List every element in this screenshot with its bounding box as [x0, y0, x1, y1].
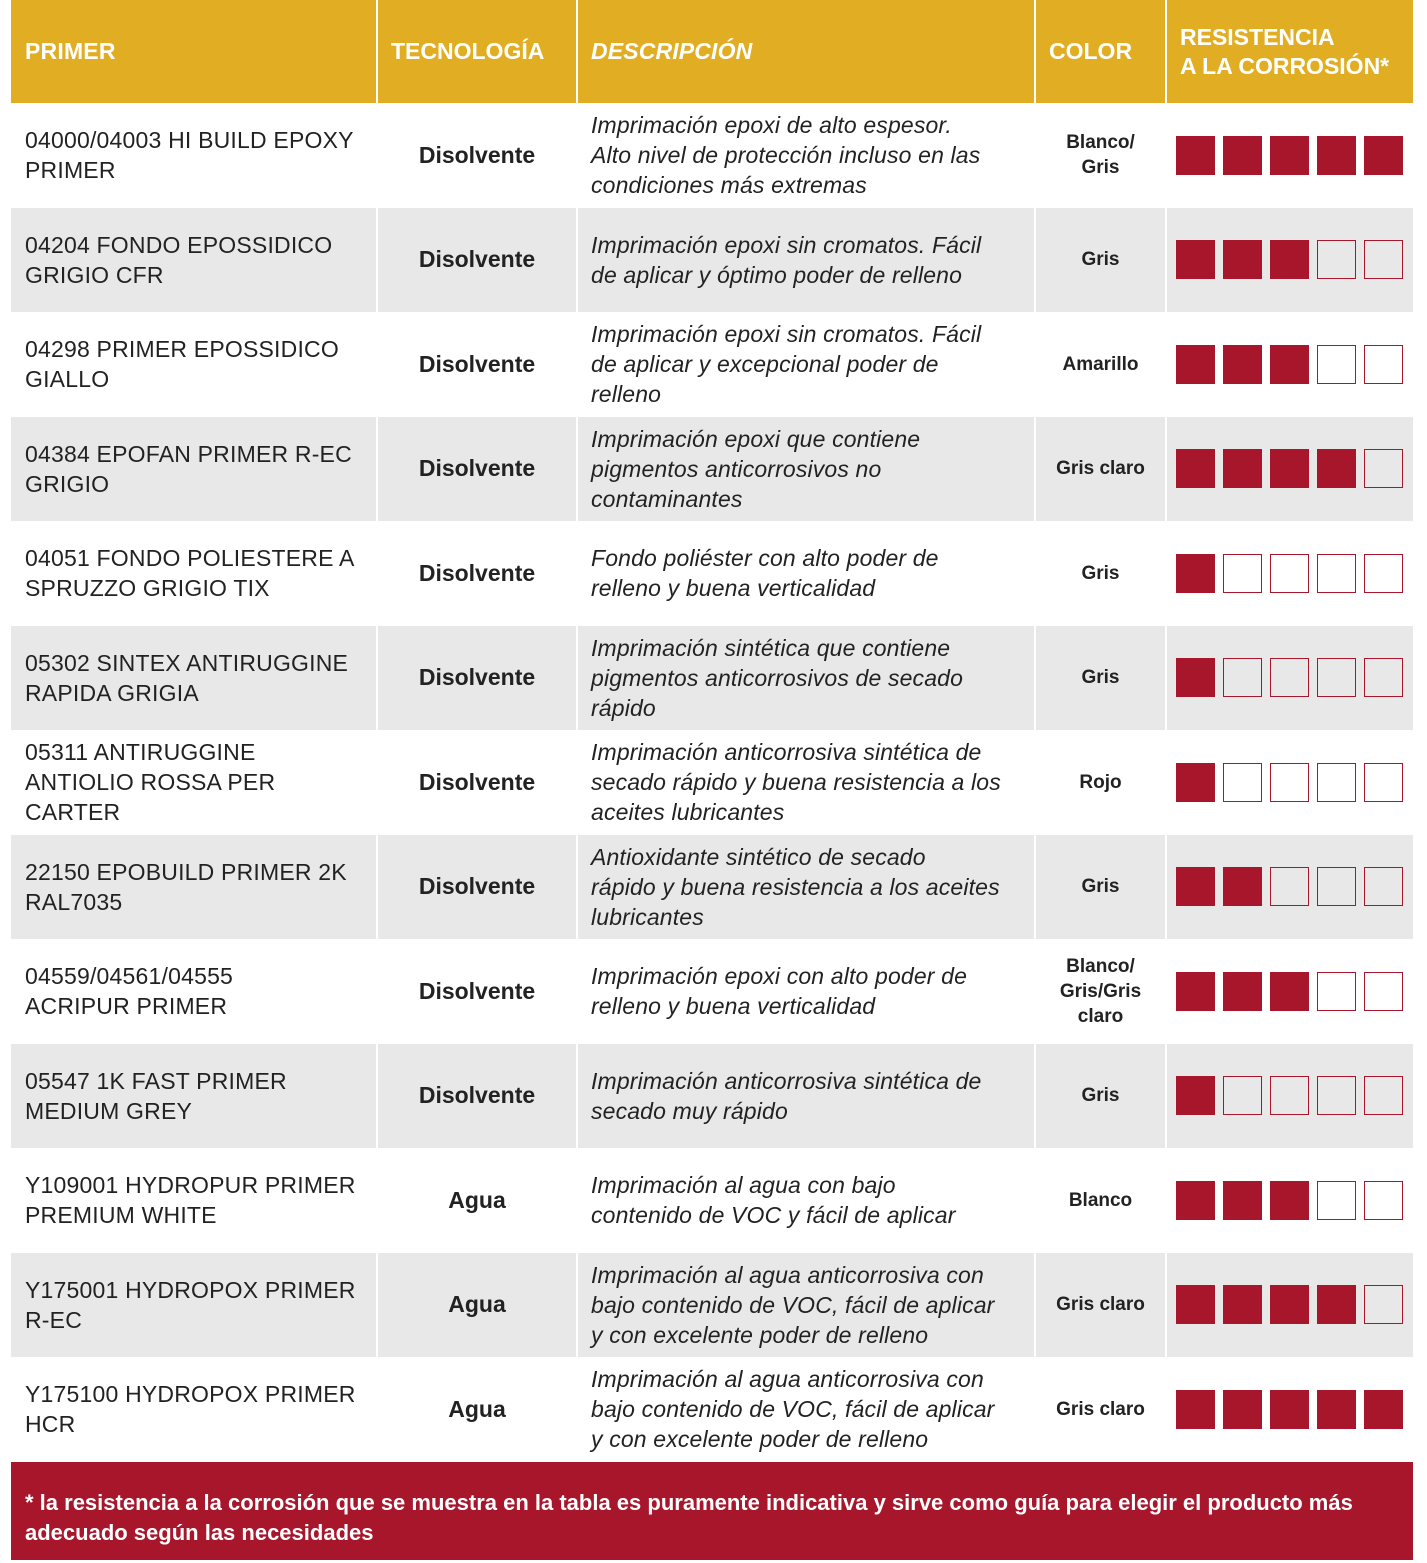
- cell-color-line: Gris: [1081, 562, 1120, 584]
- rating-square-empty: [1223, 1076, 1262, 1115]
- cell-descripcion: [578, 1253, 1036, 1358]
- rating-square-empty: [1270, 763, 1309, 802]
- cell-primer-line: PRIMER: [25, 157, 116, 184]
- header-resistencia-line1: RESISTENCIA: [1180, 23, 1335, 50]
- rating-square-empty: [1270, 867, 1309, 906]
- header-resistencia-line2: A LA CORROSIÓN*: [1180, 52, 1390, 79]
- cell-color: [1036, 208, 1167, 313]
- rating-square-empty: [1317, 867, 1356, 906]
- rating-square-filled: [1176, 449, 1215, 488]
- cell-resistencia: [1167, 626, 1413, 731]
- cell-resistencia: [1167, 835, 1413, 940]
- rating-square-empty: [1223, 763, 1262, 802]
- cell-tecnologia: Agua: [378, 1357, 578, 1462]
- cell-primer: [11, 939, 378, 1044]
- table-row: [11, 1253, 1413, 1358]
- cell-descripcion: [578, 103, 1036, 208]
- cell-primer-line: 04204 FONDO EPOSSIDICO: [25, 231, 333, 258]
- cell-descripcion-line: relleno: [591, 381, 662, 408]
- cell-primer-line: 04559/04561/04555: [25, 963, 234, 990]
- rating-square-empty: [1364, 240, 1403, 279]
- cell-color-line: Blanco: [1068, 1189, 1133, 1211]
- rating-square-empty: [1364, 972, 1403, 1011]
- cell-primer-line: 04384 EPOFAN PRIMER R-EC: [25, 440, 352, 467]
- rating-square-filled: [1176, 1390, 1215, 1429]
- cell-resistencia: [1167, 1253, 1413, 1358]
- cell-descripcion-line: secado muy rápido: [591, 1097, 788, 1124]
- cell-primer-line: 04298 PRIMER EPOSSIDICO: [25, 336, 339, 363]
- header-descripcion: DESCRIPCIÓN: [578, 0, 1036, 103]
- rating-square-empty: [1317, 658, 1356, 697]
- rating-squares: [1176, 1181, 1403, 1220]
- cell-descripcion-line: relleno y buena verticalidad: [591, 993, 876, 1020]
- cell-descripcion-line: Imprimación epoxi sin cromatos. Fácil: [591, 231, 982, 258]
- table-row: [11, 1044, 1413, 1149]
- cell-descripcion: [578, 939, 1036, 1044]
- cell-resistencia: [1167, 1044, 1413, 1149]
- cell-tecnologia: Disolvente: [378, 730, 578, 835]
- table-row: [11, 939, 1413, 1044]
- rating-square-filled: [1176, 1181, 1215, 1220]
- rating-square-filled: [1176, 554, 1215, 593]
- cell-primer: [11, 208, 378, 313]
- cell-descripcion-line: contenido de VOC y fácil de aplicar: [591, 1202, 956, 1229]
- cell-descripcion-line: Imprimación al agua con bajo: [591, 1172, 896, 1199]
- cell-descripcion-line: relleno y buena verticalidad: [591, 575, 876, 602]
- cell-primer-line: GRIGIO: [25, 470, 110, 497]
- rating-square-empty: [1270, 1076, 1309, 1115]
- cell-color-line: Blanco/: [1066, 955, 1135, 977]
- rating-square-filled: [1270, 136, 1309, 175]
- cell-primer-line: GIALLO: [25, 366, 110, 393]
- rating-square-filled: [1176, 1285, 1215, 1324]
- primer-table: [11, 0, 1413, 1462]
- cell-primer: [11, 312, 378, 417]
- cell-descripcion-line: pigmentos anticorrosivos no: [591, 455, 882, 482]
- cell-descripcion-line: lubricantes: [591, 903, 704, 930]
- cell-descripcion: [578, 1357, 1036, 1462]
- cell-primer-line: 05311 ANTIRUGGINE: [25, 739, 256, 766]
- rating-square-empty: [1317, 1076, 1356, 1115]
- cell-resistencia: [1167, 208, 1413, 313]
- cell-descripcion-line: aceites lubricantes: [591, 799, 785, 826]
- cell-descripcion-line: Imprimación epoxi con alto poder de: [591, 963, 968, 990]
- table-header: [11, 0, 1413, 103]
- cell-tecnologia: Disolvente: [378, 1044, 578, 1149]
- cell-resistencia: [1167, 1148, 1413, 1253]
- cell-descripcion-line: Imprimación epoxi de alto espesor.: [591, 112, 952, 139]
- footnote: * la resistencia a la corrosión que se muestra en la tabla es puramente indicativa y sirve como guía para elegir el producto más adecuado según las necesidades: [11, 1462, 1413, 1560]
- rating-squares: [1176, 136, 1403, 175]
- table-row: [11, 730, 1413, 835]
- cell-color: [1036, 1148, 1167, 1253]
- rating-squares: [1176, 763, 1403, 802]
- cell-color-line: Blanco/: [1066, 132, 1135, 154]
- rating-square-filled: [1223, 240, 1262, 279]
- cell-color: [1036, 626, 1167, 731]
- cell-color: [1036, 730, 1167, 835]
- rating-square-empty: [1317, 240, 1356, 279]
- cell-tecnologia: Agua: [378, 1253, 578, 1358]
- table-row: [11, 521, 1413, 626]
- cell-primer-line: R-EC: [25, 1306, 83, 1333]
- cell-descripcion: [578, 835, 1036, 940]
- rating-square-empty: [1364, 345, 1403, 384]
- rating-square-empty: [1364, 1181, 1403, 1220]
- cell-resistencia: [1167, 730, 1413, 835]
- cell-descripcion: [578, 417, 1036, 522]
- cell-color-line: Rojo: [1079, 771, 1122, 793]
- rating-square-filled: [1176, 1076, 1215, 1115]
- cell-primer-line: 04051 FONDO POLIESTERE A: [25, 545, 355, 572]
- cell-descripcion-line: de aplicar y óptimo poder de relleno: [591, 261, 963, 288]
- rating-square-filled: [1270, 1285, 1309, 1324]
- rating-squares: [1176, 345, 1403, 384]
- cell-descripcion: [578, 208, 1036, 313]
- rating-square-empty: [1317, 554, 1356, 593]
- rating-square-filled: [1176, 972, 1215, 1011]
- cell-descripcion-line: Imprimación epoxi que contiene: [591, 425, 921, 452]
- cell-primer-line: Y175100 HYDROPOX PRIMER: [25, 1381, 356, 1408]
- rating-square-filled: [1176, 867, 1215, 906]
- cell-descripcion-line: Imprimación anticorrosiva sintética de: [591, 1067, 982, 1094]
- cell-descripcion: [578, 521, 1036, 626]
- rating-square-filled: [1223, 1181, 1262, 1220]
- cell-descripcion: [578, 1148, 1036, 1253]
- rating-square-filled: [1223, 1285, 1262, 1324]
- cell-descripcion-line: Fondo poliéster con alto poder de: [591, 545, 939, 572]
- rating-squares: [1176, 972, 1403, 1011]
- rating-squares: [1176, 658, 1403, 697]
- rating-square-filled: [1176, 136, 1215, 175]
- rating-square-empty: [1270, 658, 1309, 697]
- cell-primer-line: Y109001 HYDROPUR PRIMER: [25, 1172, 356, 1199]
- cell-color-line: Gris: [1081, 1085, 1120, 1107]
- rating-squares: [1176, 1390, 1403, 1429]
- rating-square-empty: [1364, 449, 1403, 488]
- cell-descripcion-line: Imprimación sintética que contiene: [591, 634, 951, 661]
- cell-color-line: claro: [1077, 1005, 1124, 1027]
- cell-color-line: Amarillo: [1062, 353, 1139, 375]
- rating-square-filled: [1176, 763, 1215, 802]
- cell-descripcion-line: Imprimación epoxi sin cromatos. Fácil: [591, 321, 982, 348]
- rating-square-empty: [1317, 763, 1356, 802]
- cell-primer-line: 05547 1K FAST PRIMER: [25, 1067, 287, 1094]
- table-row: [11, 1148, 1413, 1253]
- cell-primer-line: 22150 EPOBUILD PRIMER 2K: [25, 858, 347, 885]
- rating-square-filled: [1270, 449, 1309, 488]
- cell-primer-line: HCR: [25, 1411, 76, 1438]
- cell-descripcion-line: secado rápido y buena resistencia a los: [591, 769, 1001, 796]
- rating-square-filled: [1223, 449, 1262, 488]
- rating-square-filled: [1270, 345, 1309, 384]
- rating-squares: [1176, 554, 1403, 593]
- rating-square-filled: [1317, 1285, 1356, 1324]
- rating-square-filled: [1317, 449, 1356, 488]
- cell-primer: [11, 1044, 378, 1149]
- cell-tecnologia: Disolvente: [378, 417, 578, 522]
- cell-color-line: Gris/Gris: [1059, 980, 1142, 1002]
- rating-square-filled: [1223, 867, 1262, 906]
- rating-squares: [1176, 1076, 1403, 1115]
- cell-primer: [11, 626, 378, 731]
- cell-primer-line: PREMIUM WHITE: [25, 1202, 217, 1229]
- cell-descripcion-line: Alto nivel de protección incluso en las: [591, 142, 981, 169]
- rating-square-filled: [1270, 972, 1309, 1011]
- cell-tecnologia: Disolvente: [378, 626, 578, 731]
- cell-tecnologia: Agua: [378, 1148, 578, 1253]
- cell-primer-line: RAL7035: [25, 888, 123, 915]
- rating-square-filled: [1223, 136, 1262, 175]
- rating-square-empty: [1364, 658, 1403, 697]
- rating-square-filled: [1270, 1390, 1309, 1429]
- cell-color: [1036, 312, 1167, 417]
- cell-color: [1036, 1357, 1167, 1462]
- table-row: [11, 103, 1413, 208]
- cell-descripcion: [578, 1044, 1036, 1149]
- table-row: [11, 417, 1413, 522]
- rating-square-empty: [1364, 763, 1403, 802]
- rating-square-filled: [1364, 136, 1403, 175]
- rating-square-filled: [1364, 1390, 1403, 1429]
- cell-tecnologia: Disolvente: [378, 835, 578, 940]
- table-body: [11, 103, 1413, 1462]
- cell-primer: [11, 103, 378, 208]
- cell-descripcion-line: y con excelente poder de relleno: [591, 1426, 929, 1453]
- rating-square-filled: [1176, 240, 1215, 279]
- cell-primer: [11, 521, 378, 626]
- cell-primer-line: CARTER: [25, 799, 121, 826]
- cell-primer-line: RAPIDA GRIGIA: [25, 679, 199, 706]
- cell-primer-line: 05302 SINTEX ANTIRUGGINE: [25, 649, 349, 676]
- cell-primer: [11, 1148, 378, 1253]
- cell-tecnologia: Disolvente: [378, 103, 578, 208]
- table-row: [11, 1357, 1413, 1462]
- table-row: [11, 626, 1413, 731]
- cell-primer-line: Y175001 HYDROPOX PRIMER: [25, 1276, 356, 1303]
- cell-color-line: Gris claro: [1056, 458, 1145, 480]
- cell-descripcion-line: Imprimación anticorrosiva sintética de: [591, 739, 982, 766]
- rating-square-filled: [1176, 345, 1215, 384]
- cell-descripcion-line: condiciones más extremas: [591, 172, 867, 199]
- cell-color-line: Gris: [1081, 876, 1120, 898]
- cell-color: [1036, 1044, 1167, 1149]
- cell-resistencia: [1167, 417, 1413, 522]
- rating-square-filled: [1176, 658, 1215, 697]
- cell-tecnologia: Disolvente: [378, 208, 578, 313]
- cell-primer: [11, 417, 378, 522]
- cell-color: [1036, 103, 1167, 208]
- cell-descripcion-line: bajo contenido de VOC, fácil de aplicar: [591, 1291, 995, 1318]
- cell-primer-line: SPRUZZO GRIGIO TIX: [25, 575, 270, 602]
- rating-square-empty: [1364, 554, 1403, 593]
- rating-square-filled: [1223, 1390, 1262, 1429]
- cell-primer-line: 04000/04003 HI BUILD EPOXY: [25, 127, 354, 154]
- rating-square-empty: [1270, 554, 1309, 593]
- header-tecnologia: TECNOLOGÍA: [378, 0, 578, 103]
- cell-descripcion: [578, 312, 1036, 417]
- cell-tecnologia: Disolvente: [378, 312, 578, 417]
- table-row: [11, 835, 1413, 940]
- header-color: COLOR: [1036, 0, 1167, 103]
- rating-square-filled: [1270, 1181, 1309, 1220]
- cell-color: [1036, 521, 1167, 626]
- cell-color-line: Gris: [1081, 249, 1120, 271]
- cell-descripcion-line: Antioxidante sintético de secado: [591, 843, 926, 870]
- cell-descripcion-line: rápido y buena resistencia a los aceites: [591, 873, 1000, 900]
- cell-descripcion-line: Imprimación al agua anticorrosiva con: [591, 1261, 984, 1288]
- cell-descripcion-line: pigmentos anticorrosivos de secado: [591, 664, 964, 691]
- cell-descripcion-line: Imprimación al agua anticorrosiva con: [591, 1366, 984, 1393]
- rating-square-empty: [1364, 1285, 1403, 1324]
- cell-tecnologia: Disolvente: [378, 521, 578, 626]
- rating-square-empty: [1317, 1181, 1356, 1220]
- cell-descripcion-line: y con excelente poder de relleno: [591, 1321, 929, 1348]
- cell-primer-line: MEDIUM GREY: [25, 1097, 193, 1124]
- cell-color-line: Gris: [1081, 157, 1120, 179]
- rating-squares: [1176, 449, 1403, 488]
- cell-primer: [11, 730, 378, 835]
- cell-color: [1036, 939, 1167, 1044]
- rating-squares: [1176, 1285, 1403, 1324]
- cell-color: [1036, 417, 1167, 522]
- header-resistencia: [1167, 0, 1413, 103]
- cell-primer-line: GRIGIO CFR: [25, 261, 164, 288]
- cell-resistencia: [1167, 521, 1413, 626]
- rating-square-filled: [1223, 972, 1262, 1011]
- cell-primer: [11, 1253, 378, 1358]
- cell-primer: [11, 835, 378, 940]
- cell-resistencia: [1167, 939, 1413, 1044]
- cell-color-line: Gris: [1081, 667, 1120, 689]
- rating-square-empty: [1223, 554, 1262, 593]
- cell-primer: [11, 1357, 378, 1462]
- table-row: [11, 208, 1413, 313]
- rating-square-filled: [1223, 345, 1262, 384]
- cell-descripcion-line: rápido: [591, 694, 656, 721]
- cell-descripcion-line: contaminantes: [591, 485, 743, 512]
- rating-square-empty: [1223, 658, 1262, 697]
- cell-primer-line: ANTIOLIO ROSSA PER: [25, 769, 276, 796]
- cell-color-line: Gris claro: [1056, 1398, 1145, 1420]
- rating-square-empty: [1364, 1076, 1403, 1115]
- cell-descripcion-line: bajo contenido de VOC, fácil de aplicar: [591, 1396, 995, 1423]
- header-primer: PRIMER: [11, 0, 378, 103]
- cell-color-line: Gris claro: [1056, 1294, 1145, 1316]
- cell-primer-line: ACRIPUR PRIMER: [25, 993, 228, 1020]
- cell-descripcion-line: de aplicar y excepcional poder de: [591, 351, 939, 378]
- rating-square-filled: [1270, 240, 1309, 279]
- rating-squares: [1176, 240, 1403, 279]
- cell-descripcion: [578, 730, 1036, 835]
- cell-tecnologia: Disolvente: [378, 939, 578, 1044]
- cell-color: [1036, 835, 1167, 940]
- rating-square-empty: [1317, 972, 1356, 1011]
- table-row: [11, 312, 1413, 417]
- rating-squares: [1176, 867, 1403, 906]
- rating-square-empty: [1364, 867, 1403, 906]
- rating-square-filled: [1317, 136, 1356, 175]
- rating-square-filled: [1317, 1390, 1356, 1429]
- cell-resistencia: [1167, 312, 1413, 417]
- cell-resistencia: [1167, 1357, 1413, 1462]
- rating-square-empty: [1317, 345, 1356, 384]
- cell-resistencia: [1167, 103, 1413, 208]
- cell-descripcion: [578, 626, 1036, 731]
- cell-color: [1036, 1253, 1167, 1358]
